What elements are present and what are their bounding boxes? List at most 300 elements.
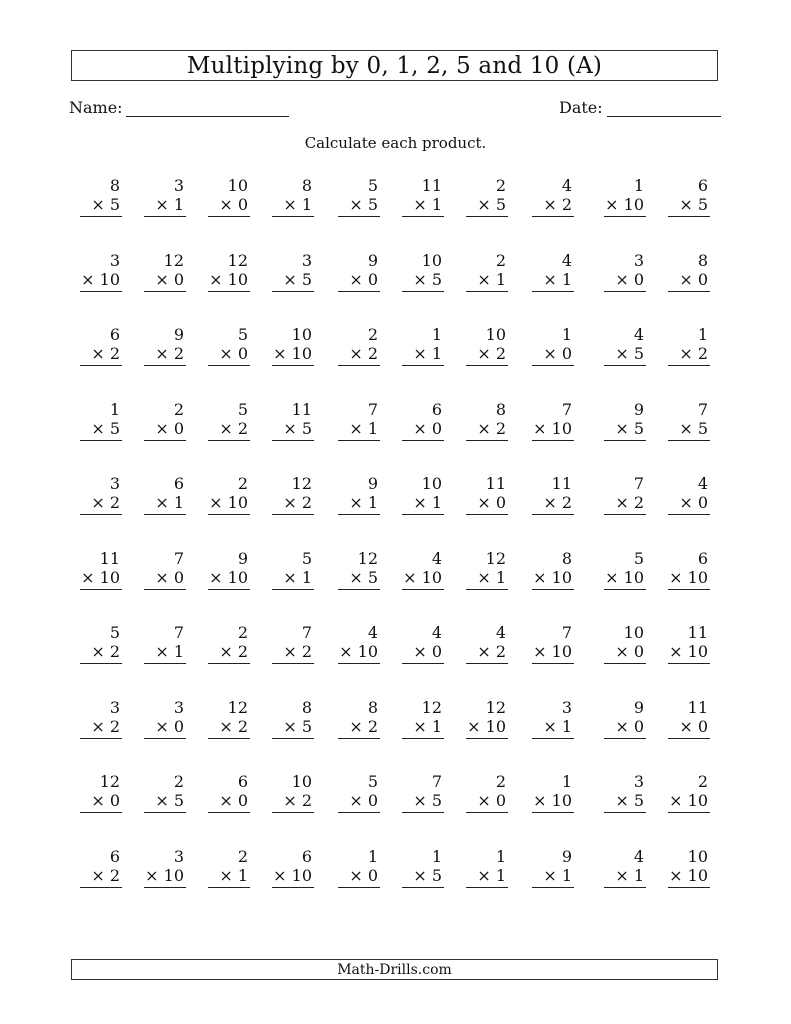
multiplicand: 12 [421, 697, 442, 717]
multiplier: × 1 [532, 717, 574, 739]
multiplication-problem [208, 251, 248, 292]
multiplier: × 10 [532, 568, 574, 590]
multiplication-problem [208, 474, 248, 515]
multiplicand: 3 [109, 474, 120, 493]
multiplier: × 5 [604, 419, 646, 441]
multiplication-problem [466, 847, 506, 888]
multiplicand: 8 [109, 176, 120, 195]
multiplicand: 5 [633, 548, 644, 568]
multiplicand: 1 [431, 846, 442, 866]
multiplication-problem [604, 474, 644, 515]
multiplier: × 0 [668, 270, 710, 292]
multiplicand: 6 [237, 772, 248, 791]
multiplicand: 1 [367, 846, 378, 866]
date-blank-line [607, 116, 721, 117]
multiplication-problem [466, 325, 506, 366]
problem-row [80, 772, 720, 847]
multiplicand: 3 [301, 250, 312, 270]
problem-row [80, 698, 720, 773]
multiplier: × 10 [466, 717, 508, 739]
problem-row [80, 847, 720, 922]
multiplicand: 6 [109, 846, 120, 866]
multiplier: × 2 [144, 344, 186, 366]
multiplication-problem [208, 698, 248, 739]
multiplier: × 0 [604, 642, 646, 664]
multiplicand: 11 [551, 474, 572, 493]
multiplicand: 10 [623, 623, 644, 642]
multiplier: × 5 [272, 270, 314, 292]
multiplicand: 3 [173, 176, 184, 195]
multiplicand: 12 [227, 697, 248, 717]
multiplier: × 0 [668, 493, 710, 515]
multiplicand: 11 [291, 399, 312, 419]
multiplication-problem [532, 698, 572, 739]
multiplicand: 7 [561, 623, 572, 642]
multiplication-problem [338, 698, 378, 739]
multiplicand: 3 [109, 697, 120, 717]
multiplicand: 12 [485, 548, 506, 568]
multiplication-problem [338, 251, 378, 292]
multiplication-problem [668, 772, 708, 813]
multiplicand: 12 [485, 697, 506, 717]
multiplier: × 0 [466, 493, 508, 515]
multiplication-problem [144, 772, 184, 813]
multiplier: × 1 [466, 270, 508, 292]
multiplier: × 10 [208, 493, 250, 515]
multiplier: × 10 [402, 568, 444, 590]
multiplier: × 2 [80, 344, 122, 366]
multiplier: × 10 [604, 568, 646, 590]
multiplicand: 7 [561, 399, 572, 419]
multiplication-problem [532, 325, 572, 366]
multiplier: × 2 [272, 493, 314, 515]
multiplicand: 9 [633, 399, 644, 419]
multiplication-problem [466, 251, 506, 292]
multiplication-problem [604, 400, 644, 441]
multiplication-problem [272, 176, 312, 217]
multiplication-problem [272, 325, 312, 366]
multiplicand: 10 [485, 325, 506, 344]
multiplication-problem [338, 623, 378, 664]
multiplication-problem [668, 549, 708, 590]
multiplier: × 2 [208, 642, 250, 664]
multiplier: × 10 [532, 791, 574, 813]
multiplier: × 0 [402, 642, 444, 664]
multiplicand: 11 [421, 176, 442, 195]
multiplier: × 2 [604, 493, 646, 515]
multiplier: × 0 [80, 791, 122, 813]
multiplier: × 0 [604, 717, 646, 739]
multiplier: × 1 [402, 493, 444, 515]
multiplication-problem [402, 474, 442, 515]
multiplication-problem [338, 176, 378, 217]
multiplier: × 5 [402, 270, 444, 292]
multiplication-problem [144, 623, 184, 664]
multiplicand: 8 [301, 697, 312, 717]
multiplication-problem [532, 772, 572, 813]
multiplicand: 2 [237, 474, 248, 493]
multiplication-problem [272, 772, 312, 813]
multiplicand: 4 [697, 474, 708, 493]
multiplicand: 4 [561, 176, 572, 195]
multiplication-problem [144, 847, 184, 888]
multiplier: × 2 [80, 866, 122, 888]
multiplier: × 0 [604, 270, 646, 292]
multiplicand: 7 [633, 474, 644, 493]
multiplier: × 10 [668, 568, 710, 590]
multiplier: × 2 [208, 717, 250, 739]
multiplier: × 2 [338, 344, 380, 366]
multiplier: × 0 [144, 568, 186, 590]
multiplier: × 10 [208, 568, 250, 590]
multiplication-problem [402, 251, 442, 292]
multiplier: × 10 [272, 866, 314, 888]
multiplicand: 2 [495, 250, 506, 270]
multiplication-problem [604, 698, 644, 739]
multiplier: × 1 [466, 866, 508, 888]
multiplier: × 0 [144, 419, 186, 441]
multiplier: × 5 [604, 791, 646, 813]
multiplication-problem [402, 698, 442, 739]
multiplication-problem [208, 847, 248, 888]
multiplier: × 10 [208, 270, 250, 292]
multiplicand: 3 [633, 250, 644, 270]
multiplicand: 4 [633, 846, 644, 866]
multiplication-problem [208, 549, 248, 590]
multiplier: × 0 [208, 344, 250, 366]
multiplication-problem [604, 623, 644, 664]
multiplier: × 10 [80, 270, 122, 292]
multiplicand: 11 [687, 623, 708, 642]
multiplier: × 10 [604, 195, 646, 217]
multiplicand: 11 [485, 474, 506, 493]
multiplication-problem [532, 400, 572, 441]
multiplicand: 6 [109, 325, 120, 344]
multiplication-problem [466, 698, 506, 739]
multiplication-problem [272, 251, 312, 292]
multiplicand: 9 [367, 474, 378, 493]
multiplication-problem [80, 847, 120, 888]
problem-row [80, 549, 720, 624]
multiplication-problem [402, 623, 442, 664]
multiplicand: 4 [633, 325, 644, 344]
multiplicand: 2 [697, 772, 708, 791]
multiplier: × 1 [402, 717, 444, 739]
multiplicand: 2 [495, 176, 506, 195]
multiplier: × 5 [80, 195, 122, 217]
multiplier: × 2 [208, 419, 250, 441]
multiplication-problem [80, 400, 120, 441]
multiplicand: 7 [697, 399, 708, 419]
multiplication-problem [466, 772, 506, 813]
multiplicand: 10 [421, 250, 442, 270]
instructions: Calculate each product. [304, 134, 487, 152]
multiplier: × 5 [604, 344, 646, 366]
multiplication-problem [80, 623, 120, 664]
multiplication-problem [144, 325, 184, 366]
multiplication-problem [144, 549, 184, 590]
multiplicand: 5 [109, 623, 120, 642]
multiplier: × 1 [402, 344, 444, 366]
multiplier: × 1 [272, 195, 314, 217]
multiplier: × 5 [668, 419, 710, 441]
multiplier: × 10 [668, 866, 710, 888]
multiplication-problem [272, 847, 312, 888]
multiplier: × 2 [532, 493, 574, 515]
multiplication-problem [532, 176, 572, 217]
multiplier: × 1 [144, 195, 186, 217]
multiplicand: 4 [431, 548, 442, 568]
multiplier: × 5 [272, 717, 314, 739]
multiplication-problem [144, 698, 184, 739]
multiplicand: 4 [431, 623, 442, 642]
multiplier: × 10 [272, 344, 314, 366]
multiplication-problem [402, 400, 442, 441]
multiplication-problem [144, 400, 184, 441]
multiplicand: 3 [561, 697, 572, 717]
multiplication-problem [80, 772, 120, 813]
multiplier: × 5 [338, 195, 380, 217]
multiplier: × 2 [466, 642, 508, 664]
multiplication-problem [668, 698, 708, 739]
multiplicand: 9 [561, 846, 572, 866]
multiplication-problem [532, 549, 572, 590]
multiplication-problem [80, 474, 120, 515]
multiplication-problem [466, 549, 506, 590]
multiplication-problem [532, 251, 572, 292]
multiplication-problem [208, 772, 248, 813]
multiplicand: 12 [291, 474, 312, 493]
multiplicand: 5 [301, 548, 312, 568]
multiplier: × 1 [466, 568, 508, 590]
multiplication-problem [208, 400, 248, 441]
problem-row [80, 623, 720, 698]
multiplicand: 7 [173, 548, 184, 568]
problem-row [80, 474, 720, 549]
multiplier: × 1 [272, 568, 314, 590]
multiplicand: 5 [367, 772, 378, 791]
multiplicand: 1 [561, 772, 572, 791]
multiplicand: 9 [237, 548, 248, 568]
multiplication-problem [668, 251, 708, 292]
multiplicand: 4 [561, 250, 572, 270]
multiplier: × 10 [144, 866, 186, 888]
multiplication-problem [80, 698, 120, 739]
multiplication-problem [80, 176, 120, 217]
multiplier: × 0 [338, 866, 380, 888]
name-blank-line [126, 116, 289, 117]
multiplication-problem [272, 400, 312, 441]
multiplication-problem [532, 847, 572, 888]
footer: Math-Drills.com [71, 959, 718, 980]
multiplicand: 5 [237, 325, 248, 344]
multiplicand: 11 [687, 697, 708, 717]
multiplicand: 1 [495, 846, 506, 866]
multiplier: × 2 [80, 493, 122, 515]
multiplier: × 0 [144, 270, 186, 292]
multiplicand: 2 [367, 325, 378, 344]
multiplicand: 3 [633, 772, 644, 791]
multiplicand: 6 [173, 474, 184, 493]
multiplication-problem [208, 325, 248, 366]
multiplier: × 0 [208, 791, 250, 813]
multiplicand: 8 [697, 250, 708, 270]
multiplication-problem [466, 474, 506, 515]
multiplicand: 1 [109, 399, 120, 419]
multiplication-problem [668, 474, 708, 515]
multiplication-problem [402, 772, 442, 813]
multiplication-problem [144, 474, 184, 515]
multiplier: × 5 [144, 791, 186, 813]
multiplicand: 2 [237, 846, 248, 866]
multiplier: × 2 [466, 344, 508, 366]
multiplication-problem [402, 549, 442, 590]
multiplier: × 2 [272, 642, 314, 664]
multiplicand: 1 [431, 325, 442, 344]
multiplier: × 1 [402, 195, 444, 217]
multiplicand: 12 [227, 250, 248, 270]
multiplication-problem [604, 847, 644, 888]
multiplicand: 5 [237, 399, 248, 419]
multiplier: × 1 [208, 866, 250, 888]
multiplier: × 1 [338, 419, 380, 441]
multiplication-problem [338, 772, 378, 813]
multiplication-problem [402, 325, 442, 366]
multiplicand: 10 [291, 772, 312, 791]
multiplication-problem [272, 623, 312, 664]
multiplicand: 10 [291, 325, 312, 344]
problem-row [80, 176, 720, 251]
name-date-row [69, 96, 721, 122]
multiplicand: 6 [301, 846, 312, 866]
multiplication-problem [604, 176, 644, 217]
multiplicand: 7 [173, 623, 184, 642]
multiplicand: 6 [431, 399, 442, 419]
multiplier: × 5 [402, 866, 444, 888]
multiplication-problem [338, 325, 378, 366]
multiplicand: 6 [697, 548, 708, 568]
multiplication-problem [208, 623, 248, 664]
multiplicand: 8 [301, 176, 312, 195]
multiplier: × 2 [272, 791, 314, 813]
multiplier: × 5 [80, 419, 122, 441]
multiplication-problem [208, 176, 248, 217]
multiplicand: 9 [367, 250, 378, 270]
multiplication-problem [272, 549, 312, 590]
multiplication-problem [80, 325, 120, 366]
multiplicand: 3 [173, 846, 184, 866]
multiplication-problem [668, 176, 708, 217]
multiplication-problem [604, 772, 644, 813]
multiplicand: 1 [561, 325, 572, 344]
multiplicand: 10 [687, 846, 708, 866]
multiplier: × 1 [338, 493, 380, 515]
multiplicand: 2 [173, 772, 184, 791]
multiplication-problem [272, 474, 312, 515]
multiplicand: 1 [633, 176, 644, 195]
multiplier: × 5 [402, 791, 444, 813]
multiplier: × 0 [338, 270, 380, 292]
multiplier: × 0 [466, 791, 508, 813]
multiplication-problem [668, 623, 708, 664]
multiplier: × 0 [144, 717, 186, 739]
multiplier: × 0 [338, 791, 380, 813]
multiplicand: 4 [367, 623, 378, 642]
multiplicand: 8 [561, 548, 572, 568]
multiplier: × 2 [80, 642, 122, 664]
multiplier: × 10 [668, 642, 710, 664]
multiplicand: 9 [173, 325, 184, 344]
multiplicand: 2 [237, 623, 248, 642]
multiplier: × 0 [668, 717, 710, 739]
name-label: Name: [69, 98, 123, 117]
multiplier: × 5 [466, 195, 508, 217]
multiplier: × 2 [668, 344, 710, 366]
multiplicand: 12 [163, 250, 184, 270]
multiplication-problem [80, 251, 120, 292]
multiplier: × 10 [532, 419, 574, 441]
problem-grid [80, 176, 720, 921]
multiplier: × 2 [338, 717, 380, 739]
multiplicand: 4 [495, 623, 506, 642]
multiplicand: 7 [301, 623, 312, 642]
multiplicand: 3 [109, 250, 120, 270]
multiplier: × 2 [532, 195, 574, 217]
multiplication-problem [466, 400, 506, 441]
multiplication-problem [144, 176, 184, 217]
worksheet-title: Multiplying by 0, 1, 2, 5 and 10 (A) [71, 50, 718, 81]
multiplicand: 8 [367, 697, 378, 717]
multiplicand: 1 [697, 325, 708, 344]
multiplier: × 10 [668, 791, 710, 813]
multiplier: × 1 [532, 270, 574, 292]
multiplication-problem [668, 847, 708, 888]
multiplier: × 1 [532, 866, 574, 888]
multiplier: × 5 [272, 419, 314, 441]
date-label: Date: [559, 98, 603, 117]
multiplicand: 9 [633, 697, 644, 717]
multiplier: × 5 [668, 195, 710, 217]
multiplication-problem [80, 549, 120, 590]
multiplier: × 10 [532, 642, 574, 664]
multiplication-problem [466, 176, 506, 217]
multiplier: × 5 [338, 568, 380, 590]
multiplication-problem [604, 549, 644, 590]
multiplication-problem [668, 400, 708, 441]
multiplicand: 2 [173, 399, 184, 419]
multiplication-problem [338, 847, 378, 888]
multiplicand: 5 [367, 176, 378, 195]
multiplicand: 6 [697, 176, 708, 195]
multiplicand: 7 [367, 399, 378, 419]
problem-row [80, 400, 720, 475]
multiplication-problem [272, 698, 312, 739]
multiplier: × 10 [80, 568, 122, 590]
multiplier: × 1 [144, 493, 186, 515]
multiplicand: 10 [227, 176, 248, 195]
multiplication-problem [466, 623, 506, 664]
multiplicand: 12 [99, 772, 120, 791]
multiplication-problem [338, 474, 378, 515]
multiplication-problem [604, 325, 644, 366]
multiplier: × 10 [338, 642, 380, 664]
multiplication-problem [668, 325, 708, 366]
multiplication-problem [402, 176, 442, 217]
multiplicand: 2 [495, 772, 506, 791]
problem-row [80, 325, 720, 400]
multiplicand: 11 [99, 548, 120, 568]
problem-row [80, 251, 720, 326]
